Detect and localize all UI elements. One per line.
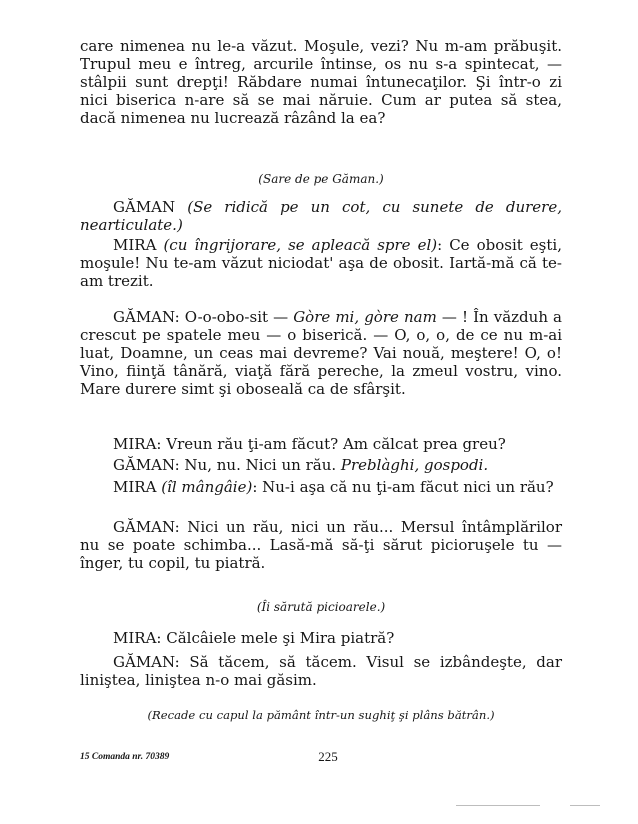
page-footer [0,750,638,766]
speaker-name: GĂMAN [113,456,175,474]
stage-direction-inline: (îl mângâie) [161,478,253,496]
dialogue-text: : Călcâiele mele şi Mira piatră? [156,629,395,647]
paragraph-8 [80,519,562,573]
dialogue-text: : Ce obosit eşti, moşule! Nu te-am văzut niciodat' aşa de obosit. Iartă-mă că te-am trezit. [80,236,562,290]
stage-direction-1 [80,172,562,186]
dialogue-text: : Nici un rău, nici un rău... Mersul întâmplărilor nu se poate schimba... Lasă-mă să-ţi sărut picioruşele tu — înger, tu copil, tu piatră. [80,518,562,572]
stage-direction-text: (Sare de pe Găman.) [258,172,384,186]
speaker-name: MIRA [113,435,157,453]
paragraph-text: care nimenea nu le-a văzut. Moşule, vezi? Nu m-am prăbuşit. Trupul meu e întreg, arcurile întinse, os nu s-a spintecat, — stâlpii sunt drepţi! Răbdare numai întunecaţilor. Şi într-o zi nici biserica n-are să se mai năruie. Cum ar putea să stea, dacă nimenea nu lucrează râzând la ea? [80,37,562,127]
speaker-name: GĂMAN [113,518,175,536]
paragraph-5 [80,436,562,454]
paragraph-7 [80,479,562,497]
paragraph-2 [80,199,562,235]
dialogue-text: : Să tăcem, să tăcem. Visul se izbândeşte, dar liniştea, liniştea n-o mai găsim. [80,653,562,689]
stage-direction-text: (Îi sărută picioarele.) [256,600,386,614]
stage-direction-text: (Recade cu capul la pământ într-un sughiţ şi plâns bătrân.) [147,708,495,722]
paragraph-4 [80,309,562,399]
scan-artifact-line [570,805,600,806]
speaker-name: MIRA [113,629,157,647]
speaker-name: GĂMAN [113,653,175,671]
stage-direction-3 [80,708,562,722]
paragraph-1 [80,38,562,128]
page-number: 225 [318,749,338,764]
dialogue-text: — ! În văzduh a crescut pe spatele meu — o biserică. — O, o, o, de ce nu m-ai luat, Doamne, un ceas mai devreme? Vai nouă, meştere! O, o! Vino, fiinţă tânără, viaţă fără pereche, la zmeul vostru, vino. Mare durere simt şi oboseală ca de sfârşit. [80,308,562,398]
dialogue-italic: Preblàghi, gospodi. [340,456,489,474]
paragraph-10 [80,654,562,690]
stage-direction-2 [80,600,562,614]
speaker-name: MIRA [113,478,157,496]
scan-artifact-line [456,805,540,806]
dialogue-text: : O-o-obo-sit — [174,308,294,326]
dialogue-text: : Nu, nu. Nici un rău. [174,456,341,474]
dialogue-text: : Nu-i aşa că nu ţi-am făcut nici un rău? [252,478,554,496]
speaker-name: MIRA [113,236,157,254]
paragraph-6 [80,457,562,475]
paragraph-9 [80,630,562,648]
dialogue-italic: Gòre mi, gòre nam [293,308,437,326]
printer-signature: 15 Comanda nr. 70389 [80,752,170,762]
speaker-name: GĂMAN [113,198,176,216]
speaker-name: GĂMAN [113,308,175,326]
stage-direction-inline: (Se ridică pe un cot, cu sunete de durere, nearticulate.) [80,198,562,234]
dialogue-text: : Vreun rău ţi-am făcut? Am călcat prea greu? [156,435,506,453]
paragraph-3 [80,237,562,291]
stage-direction-inline: (cu îngrijorare, se apleacă spre el) [163,236,438,254]
